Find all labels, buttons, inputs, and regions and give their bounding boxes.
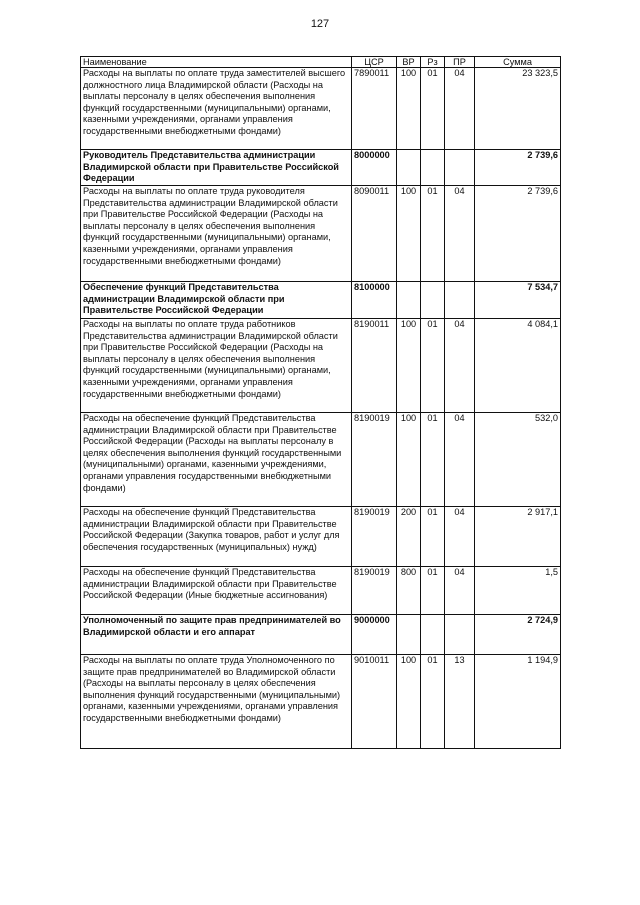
row-sum: 2 917,1 bbox=[475, 507, 561, 567]
row-rz: 01 bbox=[421, 507, 445, 567]
row-pr: 04 bbox=[445, 319, 475, 413]
row-vr bbox=[397, 615, 421, 655]
row-name: Обеспечение функций Представительства администрации Владимирской области при Правительстве Российской Федерации bbox=[81, 282, 352, 319]
row-pr bbox=[445, 282, 475, 319]
header-name: Наименование bbox=[81, 57, 352, 68]
row-pr bbox=[445, 615, 475, 655]
row-rz bbox=[421, 282, 445, 319]
row-sum: 2 739,6 bbox=[475, 186, 561, 282]
table-row bbox=[81, 507, 561, 567]
row-pr: 04 bbox=[445, 507, 475, 567]
row-name: Расходы на выплаты по оплате труда работников Представительства администрации Владимирской области при Правительстве Российской Федерации (Расходы на выплаты персоналу в целях обеспечения выполнения функций государственными (муниципальными) органами, казенными учреждениями, органами управления государственными внебюджетными фондами) bbox=[81, 319, 352, 413]
row-csr: 9000000 bbox=[352, 615, 397, 655]
row-vr: 100 bbox=[397, 68, 421, 150]
table-row bbox=[81, 413, 561, 507]
row-csr: 8090011 bbox=[352, 186, 397, 282]
row-name: Расходы на обеспечение функций Представительства администрации Владимирской области при Правительстве Российской Федерации (Закупка товаров, работ и услуг для обеспечения государственных (муниципальных) нужд) bbox=[81, 507, 352, 567]
row-csr: 8190019 bbox=[352, 567, 397, 615]
table-row bbox=[81, 186, 561, 282]
row-vr: 200 bbox=[397, 507, 421, 567]
header-rz: Рз bbox=[421, 57, 445, 68]
row-csr: 7890011 bbox=[352, 68, 397, 150]
row-csr: 8190011 bbox=[352, 319, 397, 413]
table-row bbox=[81, 68, 561, 150]
row-sum: 23 323,5 bbox=[475, 68, 561, 150]
row-vr: 100 bbox=[397, 186, 421, 282]
table-header-row bbox=[81, 57, 561, 68]
table-row bbox=[81, 319, 561, 413]
row-rz: 01 bbox=[421, 567, 445, 615]
row-rz: 01 bbox=[421, 68, 445, 150]
header-csr: ЦСР bbox=[352, 57, 397, 68]
row-rz bbox=[421, 150, 445, 186]
row-sum: 1 194,9 bbox=[475, 655, 561, 749]
row-pr: 04 bbox=[445, 68, 475, 150]
row-sum: 532,0 bbox=[475, 413, 561, 507]
row-name: Расходы на выплаты по оплате труда Уполномоченного по защите прав предпринимателей во Владимирской области (Расходы на выплаты персоналу в целях обеспечения выполнения функций государственными (муниципальными) органами, казенными учреждениями, органами управления государственными внебюджетными фондами) bbox=[81, 655, 352, 749]
row-pr bbox=[445, 150, 475, 186]
header-vr: ВР bbox=[397, 57, 421, 68]
row-pr: 13 bbox=[445, 655, 475, 749]
row-csr: 8000000 bbox=[352, 150, 397, 186]
row-csr: 8190019 bbox=[352, 507, 397, 567]
row-csr: 8100000 bbox=[352, 282, 397, 319]
budget-table bbox=[80, 56, 561, 749]
table-row bbox=[81, 282, 561, 319]
row-sum: 1,5 bbox=[475, 567, 561, 615]
row-name: Расходы на выплаты по оплате труда руководителя Представительства администрации Владимирской области при Правительстве Российской Федерации (Расходы на выплаты персоналу в целях обеспечения выполнения функций государственными (муниципальными) органами, казенными учреждениями, органами управления государственными внебюджетными фондами) bbox=[81, 186, 352, 282]
row-rz: 01 bbox=[421, 413, 445, 507]
row-name: Уполномоченный по защите прав предпринимателей во Владимирской области и его аппарат bbox=[81, 615, 352, 655]
row-name: Руководитель Представительства администрации Владимирской области при Правительстве Российской Федерации bbox=[81, 150, 352, 186]
header-pr: ПР bbox=[445, 57, 475, 68]
row-name: Расходы на выплаты по оплате труда заместителей высшего должностного лица Владимирской области (Расходы на выплаты персоналу в целях обеспечения выполнения функций государственными (муниципальными) органами, казенными учреждениями, органами управления государственными внебюджетными фондами) bbox=[81, 68, 352, 150]
row-vr: 100 bbox=[397, 319, 421, 413]
row-rz: 01 bbox=[421, 319, 445, 413]
table-row bbox=[81, 567, 561, 615]
row-csr: 9010011 bbox=[352, 655, 397, 749]
header-sum: Сумма bbox=[475, 57, 561, 68]
row-vr bbox=[397, 150, 421, 186]
row-pr: 04 bbox=[445, 567, 475, 615]
row-csr: 8190019 bbox=[352, 413, 397, 507]
row-vr: 800 bbox=[397, 567, 421, 615]
table-row bbox=[81, 150, 561, 186]
table-row bbox=[81, 655, 561, 749]
row-vr bbox=[397, 282, 421, 319]
row-rz bbox=[421, 615, 445, 655]
row-rz: 01 bbox=[421, 186, 445, 282]
row-rz: 01 bbox=[421, 655, 445, 749]
table-row bbox=[81, 615, 561, 655]
page-number: 127 bbox=[310, 18, 330, 30]
row-sum: 7 534,7 bbox=[475, 282, 561, 319]
row-name: Расходы на обеспечение функций Представительства администрации Владимирской области при Правительстве Российской Федерации (Расходы на выплаты персоналу в целях обеспечения выполнения функций государственными (муниципальными) органами, казенными учреждениями, органами управления государственными внебюджетными фондами) bbox=[81, 413, 352, 507]
row-pr: 04 bbox=[445, 413, 475, 507]
row-pr: 04 bbox=[445, 186, 475, 282]
row-vr: 100 bbox=[397, 413, 421, 507]
row-name: Расходы на обеспечение функций Представительства администрации Владимирской области при Правительстве Российской Федерации (Иные бюджетные ассигнования) bbox=[81, 567, 352, 615]
row-sum: 4 084,1 bbox=[475, 319, 561, 413]
row-sum: 2 739,6 bbox=[475, 150, 561, 186]
row-sum: 2 724,9 bbox=[475, 615, 561, 655]
row-vr: 100 bbox=[397, 655, 421, 749]
